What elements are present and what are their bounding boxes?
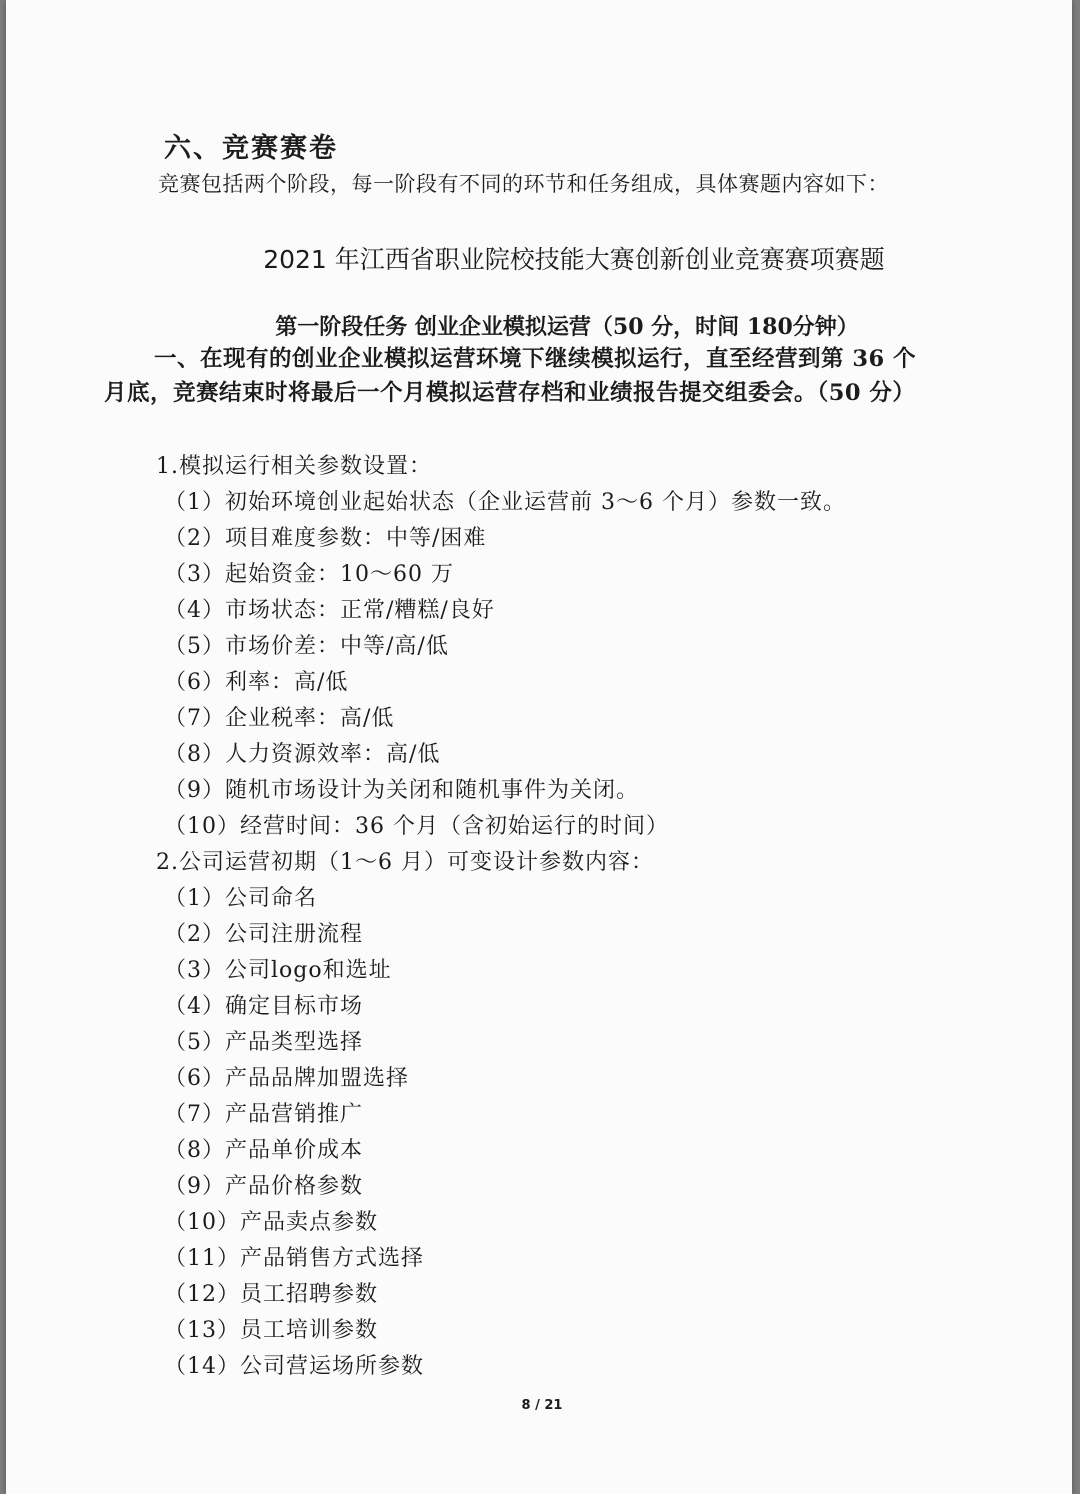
list-item: （9）随机市场设计为关闭和随机事件为关闭。 [164, 778, 639, 803]
document-page [6, 0, 1072, 1494]
list-item: （10）经营时间：36 个月（含初始运行的时间） [164, 814, 669, 839]
list-item: （3）起始资金：10～60 万 [164, 562, 454, 587]
section-heading: 六、竞赛赛卷 [164, 133, 338, 164]
list-item: （1）初始环境创业起始状态（企业运营前 3～6 个月）参数一致。 [164, 490, 846, 515]
list-item: （6）产品品牌加盟选择 [164, 1066, 409, 1091]
list-item: （7）企业税率：高/低 [164, 706, 395, 731]
main-title: 2021 年江西省职业院校技能大赛创新创业竞赛赛项赛题 [263, 245, 885, 274]
task-paragraph: 一、在现有的创业企业模拟运营环境下继续模拟运行，直至经营到第 36 个月底，竞赛结束时将最后一个月模拟运营存档和业绩报告提交组委会。（50 分） [104, 346, 916, 406]
list-item: （4）确定目标市场 [164, 994, 363, 1019]
list-item: （2）项目难度参数：中等/困难 [164, 526, 487, 551]
list-item: （13）员工培训参数 [164, 1318, 378, 1343]
page-number: 8 / 21 [521, 1398, 563, 1413]
list-item: （8）人力资源效率：高/低 [164, 742, 441, 767]
list-item: （4）市场状态：正常/糟糕/良好 [164, 598, 495, 623]
list-item: （2）公司注册流程 [164, 922, 363, 947]
list-item: （5）市场价差：中等/高/低 [164, 634, 449, 659]
list-item: 2.公司运营初期（1～6 月）可变设计参数内容： [156, 850, 654, 875]
list-item: （5）产品类型选择 [164, 1030, 363, 1055]
list-item: （11）产品销售方式选择 [164, 1246, 424, 1271]
stage-title: 第一阶段任务 创业企业模拟运营（50 分，时间 180分钟） [275, 314, 859, 340]
list-item: （6）利率：高/低 [164, 670, 349, 695]
list-item: （10）产品卖点参数 [164, 1210, 378, 1235]
list-item: （7）产品营销推广 [164, 1102, 363, 1127]
list-item: （1）公司命名 [164, 886, 317, 911]
list-item: 1.模拟运行相关参数设置： [156, 454, 432, 479]
list-item: （3）公司logo和选址 [164, 958, 392, 983]
intro-text: 竞赛包括两个阶段，每一阶段有不同的环节和任务组成，具体赛题内容如下： [158, 172, 889, 196]
list-item: （8）产品单价成本 [164, 1138, 363, 1163]
list-item: （9）产品价格参数 [164, 1174, 363, 1199]
list-item: （14）公司营运场所参数 [164, 1354, 424, 1379]
list-item: （12）员工招聘参数 [164, 1282, 378, 1307]
